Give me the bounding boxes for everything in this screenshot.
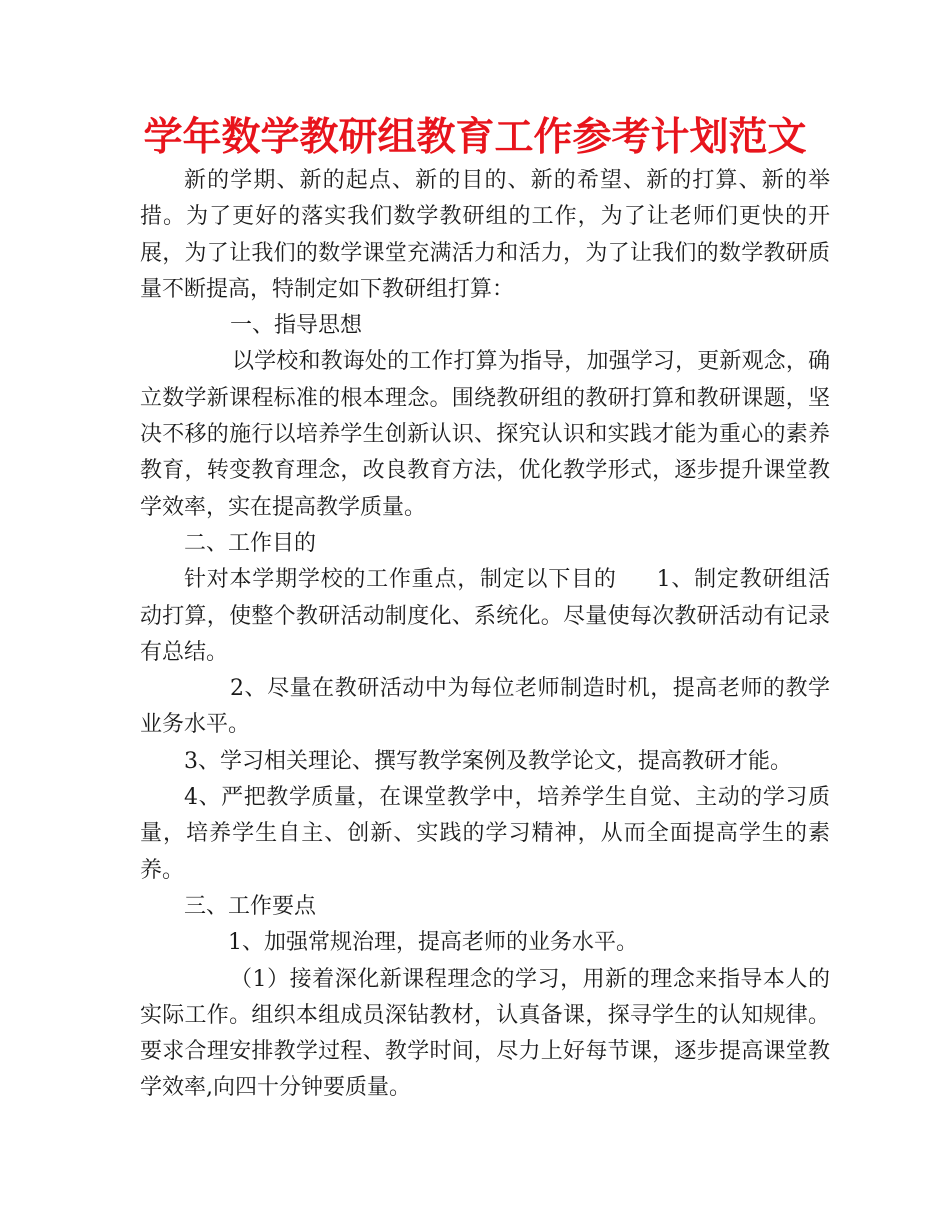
- goals-intro-paragraph: [140, 562, 830, 671]
- goal-item-1: 1、制定教研组活动打算，使整个教研活动制度化、系统化。尽量使每次教研活动有记录有总结。: [140, 567, 830, 665]
- goal-item-3: 3、学习相关理论、撰写教学案例及教学论文，提高教研才能。: [184, 748, 792, 774]
- section-heading-2: 二、工作目的: [184, 530, 317, 556]
- guiding-ideology-paragraph: 以学校和教诲处的工作打算为指导，加强学习，更新观念，确立数学新课程标准的根本理念。围绕教研组的教研打算和教研课题，坚决不移的施行以培养学生创新认识、探究认识和实践才能为重心的素养教育，转变教育理念，改良教育方法，优化教学形式，逐步提升课堂教学效率，实在提高教学质量。: [140, 349, 830, 520]
- section-heading-3: 三、工作要点: [184, 893, 317, 919]
- document-body: [140, 163, 830, 1107]
- document-title: 学年数学教研组教育工作参考计划范文: [143, 115, 807, 160]
- goal-item-2: 2、尽量在教研活动中为每位老师制造时机，提高老师的教学业务水平。: [140, 676, 830, 738]
- key-point-1-sub-1: （1）接着深化新课程理念的学习，用新的理念来指导本人的实际工作。组织本组成员深钻教材，认真备课，探寻学生的认知规律。要求合理安排教学过程、教学时间，尽力上好每节课，逐步提高课堂教学效率,向四十分钟要质量。: [140, 966, 830, 1101]
- section-heading-1: 一、指导思想: [230, 313, 363, 339]
- goals-intro-text: 针对本学期学校的工作重点，制定以下目的: [184, 567, 617, 593]
- key-point-1: 1、加强常规治理，提高老师的业务水平。: [228, 930, 638, 956]
- intro-paragraph: 新的学期、新的起点、新的目的、新的希望、新的打算、新的举措。为了更好的落实我们数学教研组的工作，为了让老师们更快的开展，为了让我们的数学课堂充满活力和活力，为了让我们的数学教研质量不断提高，特制定如下教研组打算：: [140, 168, 830, 302]
- goal-item-4: 4、严把教学质量，在课堂教学中，培养学生自觉、主动的学习质量，培养学生自主、创新、实践的学习精神，从而全面提高学生的素养。: [140, 785, 830, 883]
